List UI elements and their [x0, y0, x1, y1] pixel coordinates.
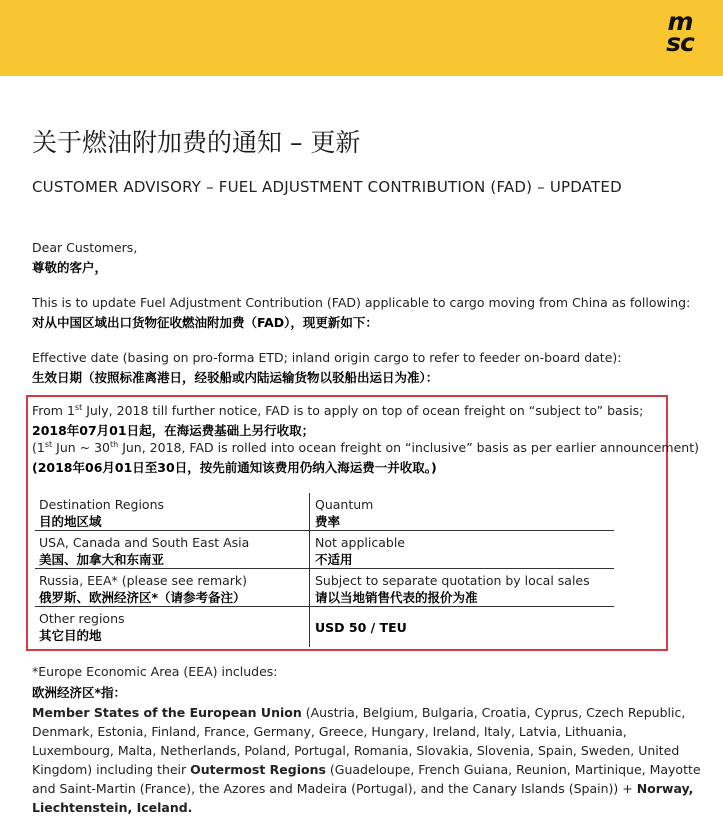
- header-quantum-zh: 费率: [315, 514, 341, 529]
- eea-country-list: [32, 703, 712, 817]
- notice-line-2: 2018年07月01日起，在海运费基础上另行收取；: [32, 423, 315, 438]
- notice-line-1: From 1st July, 2018 till further notice, FAD is to apply on top of ocean freight on “subject to” basis;: [32, 403, 644, 419]
- table-header-row: [35, 493, 614, 531]
- remark-title-en: *Europe Economic Area (EEA) includes:: [32, 664, 278, 679]
- table-row: [35, 607, 614, 647]
- effective-zh: 生效日期（按照标准离港日，经驳船或内陆运输货物以驳船出运日为准）：: [32, 370, 439, 385]
- outermost-label: Outermost Regions: [190, 762, 326, 777]
- region-zh: 其它目的地: [39, 628, 102, 643]
- greeting-zh: 尊敬的客户，: [32, 260, 108, 275]
- effective-en: Effective date (basing on pro-forma ETD; inland origin cargo to refer to feeder on-board date):: [32, 350, 622, 365]
- table-row: [35, 531, 614, 569]
- quantum-zh: 请以当地销售代表的报价为准: [315, 590, 478, 605]
- header-quantum-en: Quantum: [315, 497, 374, 512]
- outermost-list: (Guadeloupe, French Guiana, Reunion, Martinique, Mayotte and Saint-Martin (France), the Azores and Madeira (Portugal), and the Canary Islands (Spain)) +: [32, 762, 701, 796]
- notice-line-3: (1st Jun ~ 30th Jun, 2018, FAD is rolled into ocean freight on “inclusive” basis as per earlier announcement): [32, 440, 699, 456]
- table-row: [35, 569, 614, 607]
- brand-header: [0, 0, 723, 76]
- eu-list: (Austria, Belgium, Bulgaria, Croatia, Cyprus, Czech Republic, Denmark, Estonia, Finland, France, Germany, Greece, Hungary, Ireland, Italy, Latvia, Lithuania, Luxembourg, Malta, Netherlands, Poland, Portugal, Romania, Slovakia, Slovenia, Spain, Sweden, United Kingdom) including their: [32, 705, 686, 777]
- notice-line-4: (2018年06月01日至30日，按先前通知该费用仍纳入海运费一并收取。): [32, 460, 437, 475]
- intro-en: This is to update Fuel Adjustment Contribution (FAD) applicable to cargo moving from China as following:: [32, 295, 691, 310]
- remark-title-zh: 欧洲经济区*指：: [32, 685, 127, 700]
- eu-label: Member States of the European Union: [32, 705, 302, 720]
- greeting-en: Dear Customers,: [32, 240, 138, 255]
- page-title-zh: 关于燃油附加费的通知 – 更新: [32, 128, 361, 157]
- msc-logo: m sc: [666, 7, 694, 57]
- region-en: Russia, EEA* (please see remark): [39, 573, 248, 588]
- quantum-en: Subject to separate quotation by local sales: [315, 573, 590, 588]
- header-destination-en: Destination Regions: [39, 497, 165, 512]
- quantum-zh: 不适用: [315, 552, 353, 567]
- quantum-value: USD 50 / TEU: [315, 620, 407, 635]
- page-title-en: CUSTOMER ADVISORY – FUEL ADJUSTMENT CONTRIBUTION (FAD) – UPDATED: [32, 178, 622, 196]
- extra-countries: Norway, Liechtenstein, Iceland.: [32, 781, 694, 815]
- intro-zh: 对从中国区域出口货物征收燃油附加费（FAD），现更新如下：: [32, 315, 378, 330]
- region-zh: 俄罗斯、欧洲经济区*（请参考备注）: [39, 590, 246, 605]
- fad-table: [35, 493, 614, 647]
- region-zh: 美国、加拿大和东南亚: [39, 552, 165, 567]
- header-destination-zh: 目的地区域: [39, 514, 102, 529]
- region-en: Other regions: [39, 611, 125, 626]
- region-en: USA, Canada and South East Asia: [39, 535, 250, 550]
- quantum-en: Not applicable: [315, 535, 405, 550]
